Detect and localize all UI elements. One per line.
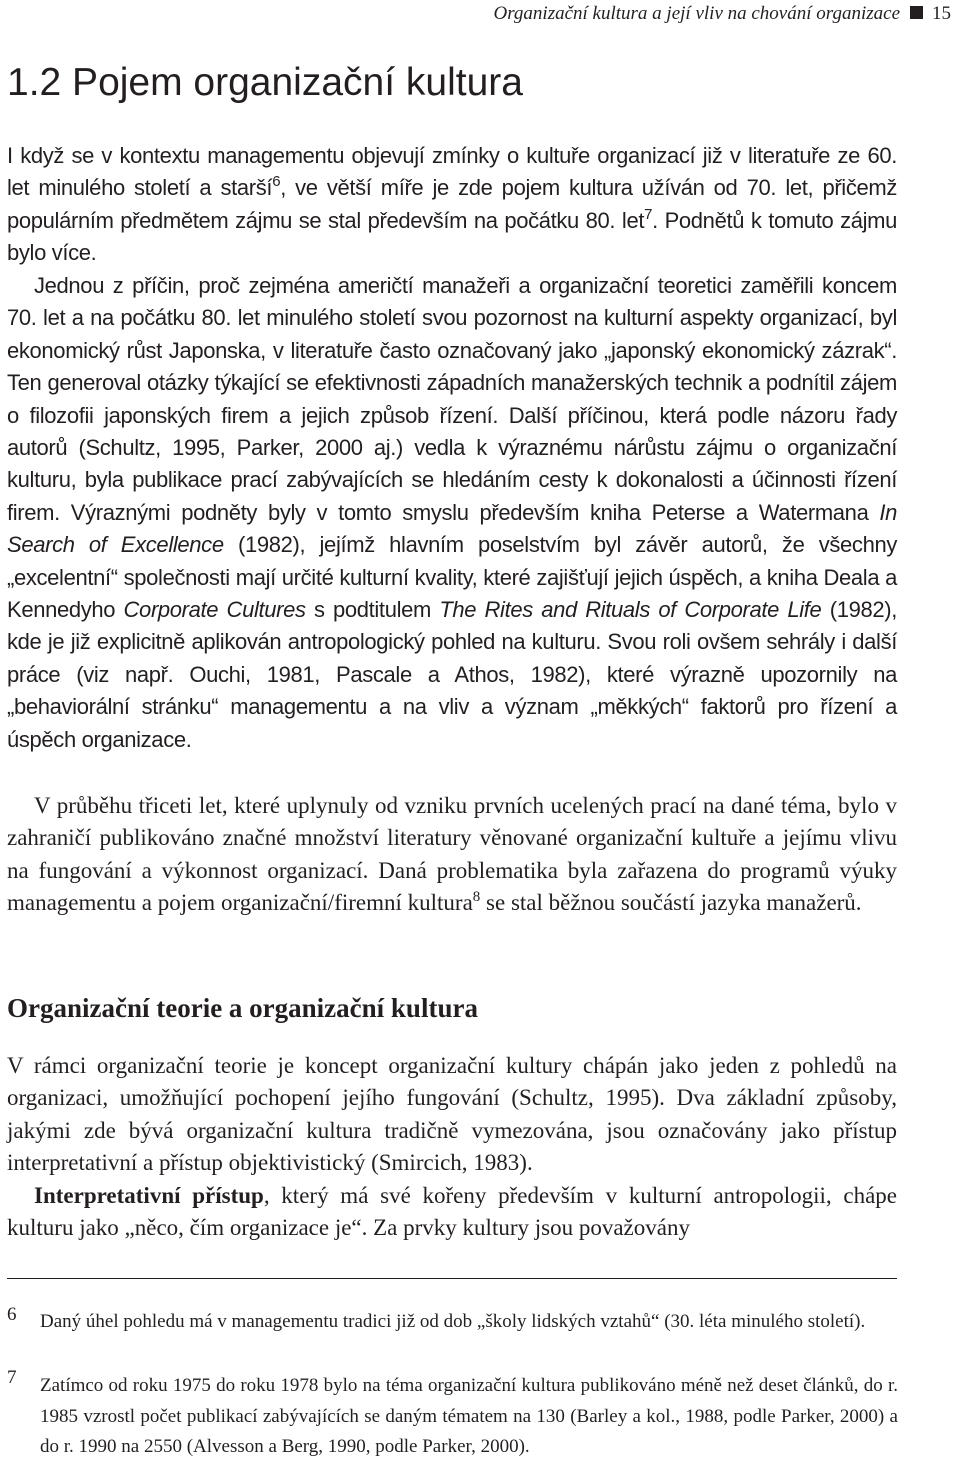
subsection-paragraph-1: V rámci organizační teorie je koncept organizační kultury chápán jako jeden z pohledů na organizaci, umožňující pochopení jejího fungování (Schultz, 1995). Dva základní způsoby, jakými zde bývá organizační kultura tradičně vymezována, jsou označovány jako přístup interpretativní a přístup objektivistický (Smircich, 1983). [7, 1053, 897, 1176]
subsection-heading: Organizační teorie a organizační kultura [7, 993, 478, 1023]
header-square-icon [910, 6, 923, 19]
footnote-7: Zatímco od roku 1975 do roku 1978 bylo na téma organizační kultura publikováno méně než deset článků, do r. 1985 vzrostl počet publikací zabývajících se daným tématem na 130 (Barley a kol., 1988, podle Parker, 2000) a do r. 1990 na 2550 (Alvesson a Berg, 1990, podle Parker, 2000). [40, 1375, 898, 1457]
section-paragraph-2: Jednou z příčin, proč zejména američtí manažeři a organizační teoretici zaměřili koncem 70. let a na počátku 80. let minulého století svou pozornost na kulturní aspekty organizací, byl ekonomický růst Japonska, v literatuře často označovaný jako „japonský ekonomický zázrak“. Ten generoval otázky týkající se efektivnosti západních manažerských technik a podnítil zájem o filozofii japonských firem a jejich způsob řízení. Další příčinou, která podle názoru řady autorů (Schultz, 1995, Parker, 2000 aj.) vedla k výraznému nárůstu zájmu o organizační kulturu, byla publikace prací zabývajících se hledáním cesty k dokonalosti a účinnosti řízení firem. Výraznými podněty byly v tomto smyslu především kniha Peterse a Watermana In Search of Excellence (1982), jejímž hlavním poselstvím byl závěr autorů, že všechny „excelentní“ společnosti mají určité kulturní kvality, které zajišťují jejich úspěch, a kniha Deala a Kennedyho Corporate Cultures s podtitulem The Rites and Rituals of Corporate Life (1982), kde je již explicitně aplikován antropologický pohled na kulturu. Svou roli ovšem sehrály i další práce (viz např. Ouchi, 1981, Pascale a Athos, 1982), které výrazně upozornily na „behaviorální stránku“ managementu a na vliv a význam „měkkých“ faktorů pro řízení a úspěch organizace. [7, 273, 897, 752]
section-paragraph-3: V průběhu třiceti let, které uplynuly od vzniku prvních ucelených prací na dané téma, bylo v zahraničí publikováno značné množství literatury věnované organizační kultuře a jejímu vlivu na fungování a výkonnost organizací. Daná problematika byla zařazena do programů výuky managementu a pojem organizační/firemní kultura$^8$ se stal běžnou součástí jazyka manažerů. [7, 793, 897, 916]
footnote-6: Daný úhel pohledu má v managementu tradici již od dob „školy lidských vztahů“ (30. léta minulého století). [40, 1311, 866, 1332]
book-title-in-search-of-excellence: In Search of Excellence [7, 499, 897, 558]
footnote-number-7: 7 [7, 1367, 17, 1388]
section-heading: 1.2 Pojem organizační kultura [7, 61, 523, 104]
subsection-paragraph-2: Interpretativní přístup, který má své kořeny především v kulturní antropologii, chápe kulturu jako „něco, čím organizace je“. Za prvky kultury jsou považovány [7, 1183, 897, 1241]
footnote-ref-8: 8 [472, 889, 481, 906]
footnote-number-6: 6 [7, 1304, 17, 1325]
footnote-divider [7, 1278, 897, 1279]
footnote-ref-6: 6 [272, 173, 281, 191]
page-number: 15 [932, 3, 951, 24]
running-title: Organizační kultura a její vliv na chování organizace [493, 3, 900, 24]
book-subtitle-rites-and-rituals: The Rites and Rituals of Corporate Life [439, 597, 822, 623]
interpretative-approach-term: Interpretativní přístup [34, 1183, 264, 1208]
book-title-corporate-cultures: Corporate Cultures [123, 597, 306, 623]
footnote-ref-7: 7 [644, 205, 653, 223]
section-paragraph-1: I když se v kontextu managementu objevují zmínky o kultuře organizací již v literatuře ze 60. let minulého století a starší$^6$, ve větší míře je zde pojem kultura užíván od 70. let, přičemž populárním předmětem zájmu se stal především na počátku 80. let$^7$. Podnětů k tomuto zájmu bylo více. [7, 143, 898, 266]
